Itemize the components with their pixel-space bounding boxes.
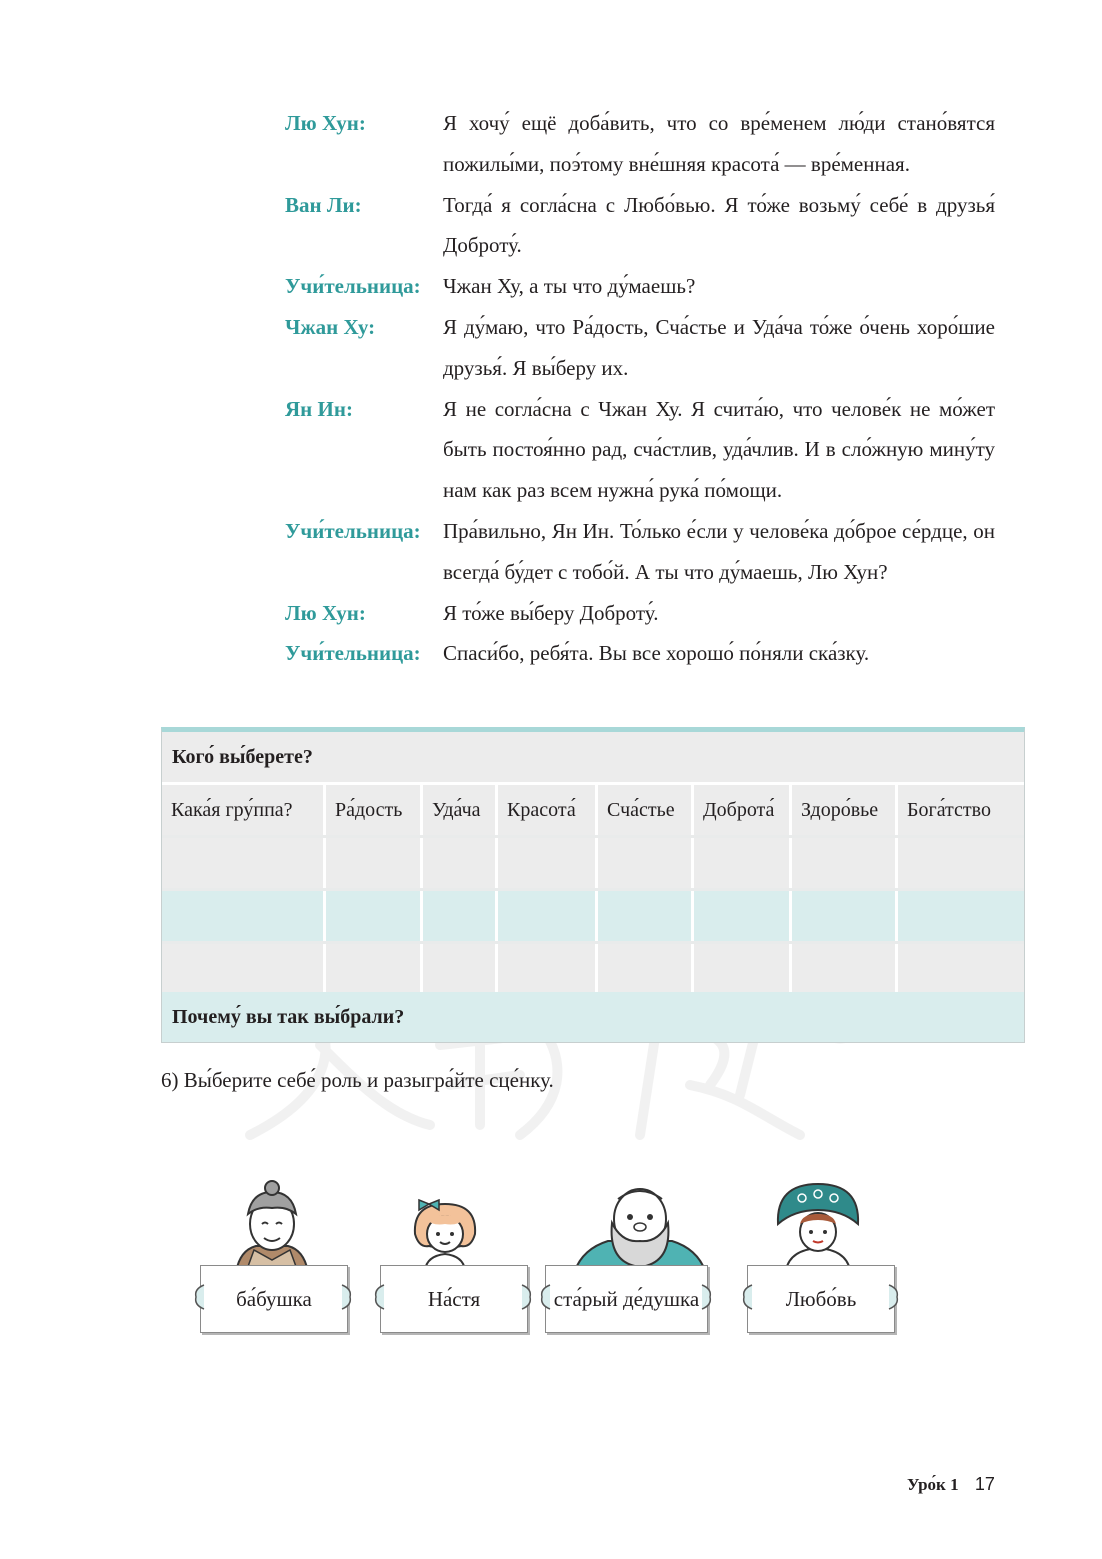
dialogue-line [285,266,995,307]
table-cell[interactable] [898,838,1024,888]
table-cell[interactable] [423,944,498,994]
role-label: Любо́вь [785,1286,857,1311]
table-cell[interactable] [326,838,423,888]
speech-text: Я хочу́ ещё доба́вить, что со вре́менем лю́ди стано́вятся пожилы́ми, поэ́тому вне́шняя красота́ — вре́менная. [443,111,995,176]
role-card-grandmother[interactable] [200,1265,348,1333]
girl-illustration [405,1190,485,1270]
dialogue [285,103,995,674]
hand-icon [740,1283,754,1311]
role-label: ба́бушка [236,1286,312,1311]
speaker-name: Учи́тельница: [285,641,421,666]
hand-icon [538,1283,552,1311]
dialogue-line [285,593,995,634]
dialogue-line [285,103,995,185]
table-header-row [162,785,1024,835]
table-cell[interactable] [792,891,898,941]
table-cell[interactable] [598,838,694,888]
speech-text: Я ду́маю, что Ра́дость, Сча́стье и Уда́ча то́же о́чень хоро́шие друзья́. Я вы́беру их. [443,314,995,380]
dialogue-line [285,185,995,267]
column-header: Красота́ [498,785,598,835]
lyubov-illustration [772,1180,864,1270]
column-header: Ра́дость [326,785,423,835]
speaker-name: Ван Ли: [285,192,362,217]
task-instruction: 6) Вы́берите себе́ роль и разыгра́йте сце́нку. [161,1068,554,1092]
role-label: На́стя [427,1286,481,1311]
page-footer [907,1474,995,1495]
table-cell[interactable] [898,944,1024,994]
lesson-label: Уро́к 1 [907,1475,959,1494]
hand-icon [372,1283,386,1311]
table-cell[interactable] [898,891,1024,941]
speaker-name: Ян Ин: [285,396,353,421]
column-header: Кака́я гру́ппа? [162,785,326,835]
dialogue-line [285,389,995,511]
table-cell[interactable] [598,944,694,994]
table-cell[interactable] [498,838,598,888]
table-cell[interactable] [694,944,792,994]
speaker-name: Учи́тельница: [285,518,421,543]
hand-icon [700,1283,714,1311]
column-header: Уда́ча [423,785,498,835]
table-cell[interactable] [162,944,326,994]
column-header: Бога́тство [907,798,991,821]
table-footer-question: Почему́ вы так вы́брали? [162,992,1024,1042]
choice-table [161,727,1025,1043]
table-cell[interactable] [423,838,498,888]
table-cell[interactable] [598,891,694,941]
table-title: Кого́ вы́берете? [162,732,1024,785]
table-row [162,891,1024,941]
column-header: Доброта́ [694,785,792,835]
speech-text: Спаси́бо, ребя́та. Вы все хорошо́ по́няли ска́зку. [443,641,870,666]
speech-text: Чжан Ху, а ты что ду́маешь? [443,274,696,299]
page-number: 17 [974,1474,995,1494]
role-card-lyubov[interactable] [747,1265,895,1333]
table-row [162,838,1024,888]
speaker-name: Лю Хун: [285,111,366,135]
table-cell[interactable] [326,944,423,994]
column-header: Сча́стье [598,785,694,835]
speaker-name: Лю Хун: [285,600,366,625]
dialogue-line [285,511,995,593]
role-label: ста́рый де́душка [553,1286,700,1311]
table-cell[interactable] [498,944,598,994]
speech-text: Пра́вильно, Ян Ин. То́лько е́сли у челове́ка до́брое се́рдце, он всегда́ бу́дет с тобо́й. А ты что ду́маешь, Лю Хун? [443,518,995,584]
table-cell[interactable] [498,891,598,941]
table-cell[interactable] [162,838,326,888]
table-cell[interactable] [326,891,423,941]
table-cell[interactable] [792,838,898,888]
role-card-grandfather[interactable] [545,1265,708,1333]
table-cell[interactable] [162,891,326,941]
dialogue-line [285,633,995,674]
hand-icon [340,1283,354,1311]
hand-icon [887,1283,901,1311]
table-cell[interactable] [792,944,898,994]
speaker-name: Учи́тельница: [285,274,421,299]
hand-icon [192,1283,206,1311]
table-row [162,944,1024,994]
speech-text: Тогда́ я согла́сна с Любо́вью. Я то́же возьму́ себе́ в друзья́ Доброту́. [443,192,995,258]
speaker-name: Чжан Ху: [285,314,376,339]
speech-text: Я то́же вы́беру Доброту́. [443,600,659,625]
role-card-nastya[interactable] [380,1265,528,1333]
table-cell[interactable] [694,891,792,941]
column-header: Здоро́вье [792,785,898,835]
speech-text: Я не согла́сна с Чжан Ху. Я счита́ю, что челове́к не мо́жет быть постоя́нно рад, сча́стлив, уда́члив. И в сло́жную мину́ту нам как раз всем нужна́ рука́ по́мощи. [443,396,995,503]
grandfather-illustration [572,1183,708,1273]
dialogue-line [285,307,995,389]
table-cell[interactable] [694,838,792,888]
table-cell[interactable] [423,891,498,941]
hand-icon [520,1283,534,1311]
grandmother-illustration [226,1180,318,1272]
